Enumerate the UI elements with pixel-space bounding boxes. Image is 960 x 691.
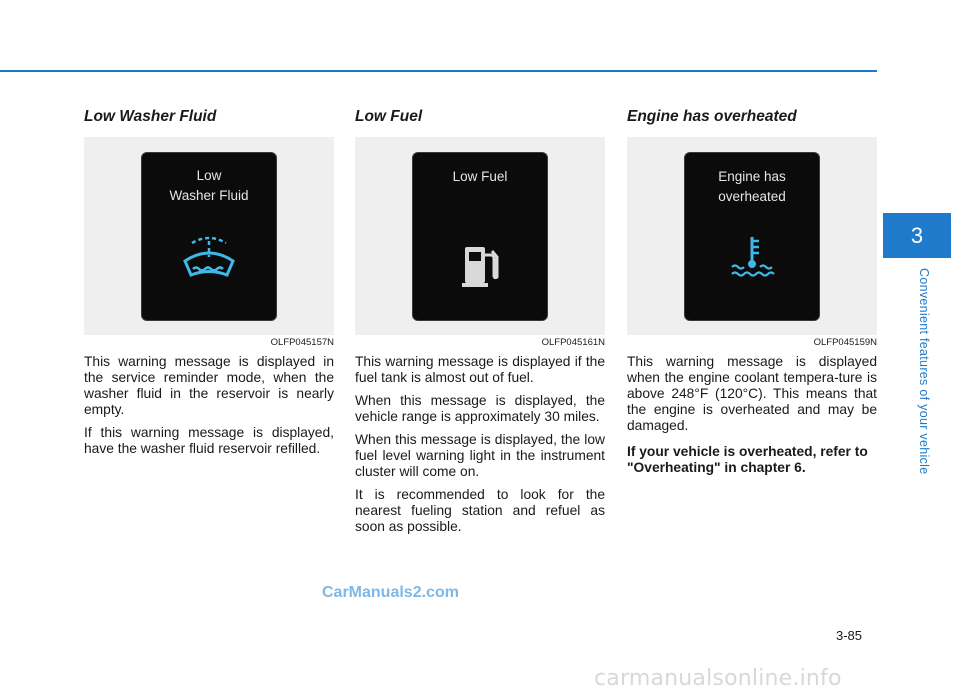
section-heading: Engine has overheated — [627, 108, 797, 125]
watermark-link[interactable]: CarManuals2.com — [322, 584, 459, 601]
display-line2: overheated — [718, 189, 786, 204]
section-engine-overheated — [627, 108, 877, 483]
section-low-washer-fluid — [84, 108, 334, 464]
chapter-title-text: Convenient features of your vehicle — [917, 268, 931, 475]
paragraph: It is recommended to look for the nearest fueling station and refuel as soon as possible. — [355, 487, 605, 534]
figure-code: OLFP045157N — [270, 337, 334, 348]
section-heading: Low Washer Fluid — [84, 108, 217, 125]
cluster-display — [412, 152, 548, 321]
display-line1: Engine has — [718, 169, 786, 184]
display-line1: Low Fuel — [452, 169, 508, 184]
chapter-tab: 3 — [883, 213, 951, 258]
section-low-fuel — [355, 108, 605, 542]
watermark-site: carmanualsonline.info — [594, 666, 842, 691]
paragraph: When this message is displayed, the low fuel level warning light in the instrument cluster will come on. — [355, 432, 605, 479]
paragraph: If this warning message is displayed, have the washer fluid reservoir refilled. — [84, 425, 334, 456]
top-rule — [0, 70, 877, 72]
section-heading: Low Fuel — [355, 108, 423, 125]
figure-engine-overheated — [627, 137, 877, 335]
paragraph: This warning message is displayed in the service reminder mode, when the washer fluid in the reservoir is nearly empty. — [84, 354, 334, 417]
washer-fluid-icon — [142, 231, 276, 286]
paragraph: This warning message is displayed when the engine coolant tempera-ture is above 248°F (120°C). This means that the engine is overheated and may be damaged. — [627, 354, 877, 433]
chapter-title — [916, 268, 932, 496]
paragraph: When this message is displayed, the vehicle range is approximately 30 miles. — [355, 393, 605, 424]
figure-code: OLFP045161N — [541, 337, 605, 348]
paragraph: This warning message is displayed if the fuel tank is almost out of fuel. — [355, 354, 605, 385]
page-number: 3-85 — [836, 628, 863, 643]
fuel-pump-icon — [413, 241, 547, 296]
bold-note: If your vehicle is overheated, refer to "Overheating" in chapter 6. — [627, 444, 868, 475]
coolant-temperature-icon — [685, 233, 819, 286]
figure-low-fuel — [355, 137, 605, 335]
display-line2: Washer Fluid — [169, 188, 249, 203]
figure-low-washer-fluid — [84, 137, 334, 335]
cluster-display — [141, 152, 277, 321]
display-line1: Low — [196, 168, 222, 183]
cluster-display — [684, 152, 820, 321]
figure-code: OLFP045159N — [813, 337, 877, 348]
